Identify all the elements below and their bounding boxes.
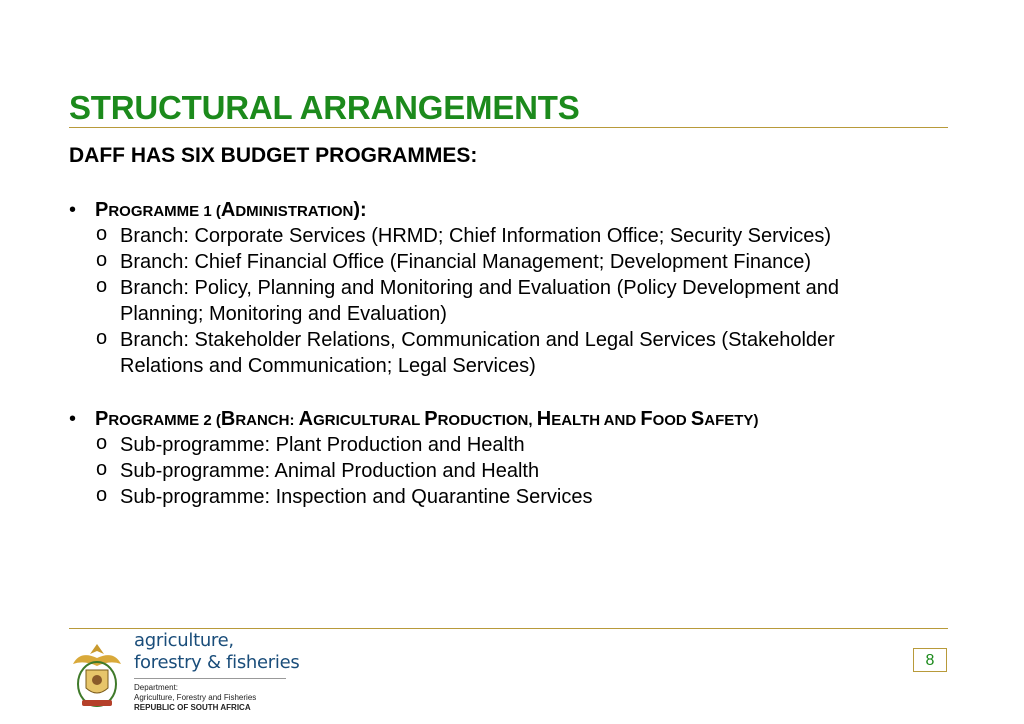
list-item: o Sub-programme: Animal Production and Health bbox=[96, 458, 540, 482]
dept-label: Department: bbox=[134, 683, 179, 692]
sub-bullet-icon: o bbox=[96, 432, 108, 454]
footer-rule bbox=[69, 628, 948, 629]
department-brand bbox=[134, 630, 299, 713]
bullet-icon: • bbox=[69, 199, 77, 221]
programme-title: PROGRAMME 2 (BRANCH: AGRICULTURAL PRODUCTION, HEALTH AND FOOD SAFETY) bbox=[95, 408, 759, 430]
coat-of-arms-icon bbox=[68, 640, 126, 712]
sub-bullet-icon: o bbox=[96, 327, 108, 349]
programme-1 bbox=[69, 197, 929, 379]
list-item: o Branch: Stakeholder Relations, Communication and Legal Services (Stakeholder Relations and Communication; Legal Services) bbox=[96, 327, 835, 377]
sub-bullet-icon: o bbox=[96, 484, 108, 506]
list-item: o Sub-programme: Inspection and Quarantine Services bbox=[96, 484, 593, 508]
sub-bullet-icon: o bbox=[96, 458, 108, 480]
bullet-icon: • bbox=[69, 408, 77, 430]
sub-bullet-icon: o bbox=[96, 249, 108, 271]
title-rule bbox=[69, 127, 948, 128]
list-item: o Branch: Policy, Planning and Monitoring and Evaluation (Policy Development and Planning; Monitoring and Evaluation) bbox=[96, 275, 839, 325]
list-item: o Sub-programme: Plant Production and Health bbox=[96, 432, 525, 456]
brand-divider bbox=[134, 678, 286, 679]
slide-subtitle: DAFF HAS SIX BUDGET PROGRAMMES: bbox=[69, 144, 478, 167]
brand-line-1: agriculture, bbox=[134, 630, 234, 651]
country-name: REPUBLIC OF SOUTH AFRICA bbox=[134, 703, 251, 712]
programme-title: PROGRAMME 1 (ADMINISTRATION): bbox=[95, 199, 367, 221]
page-number: 8 bbox=[913, 648, 947, 672]
list-item: o Branch: Corporate Services (HRMD; Chief Information Office; Security Services) bbox=[96, 223, 831, 247]
dept-name: Agriculture, Forestry and Fisheries bbox=[134, 693, 257, 702]
sub-bullet-icon: o bbox=[96, 223, 108, 245]
list-item: o Branch: Chief Financial Office (Financial Management; Development Finance) bbox=[96, 249, 812, 273]
sub-bullet-icon: o bbox=[96, 275, 108, 297]
brand-line-2: forestry & fisheries bbox=[134, 652, 300, 673]
slide-title: STRUCTURAL ARRANGEMENTS bbox=[69, 89, 580, 126]
programme-2 bbox=[69, 406, 929, 510]
